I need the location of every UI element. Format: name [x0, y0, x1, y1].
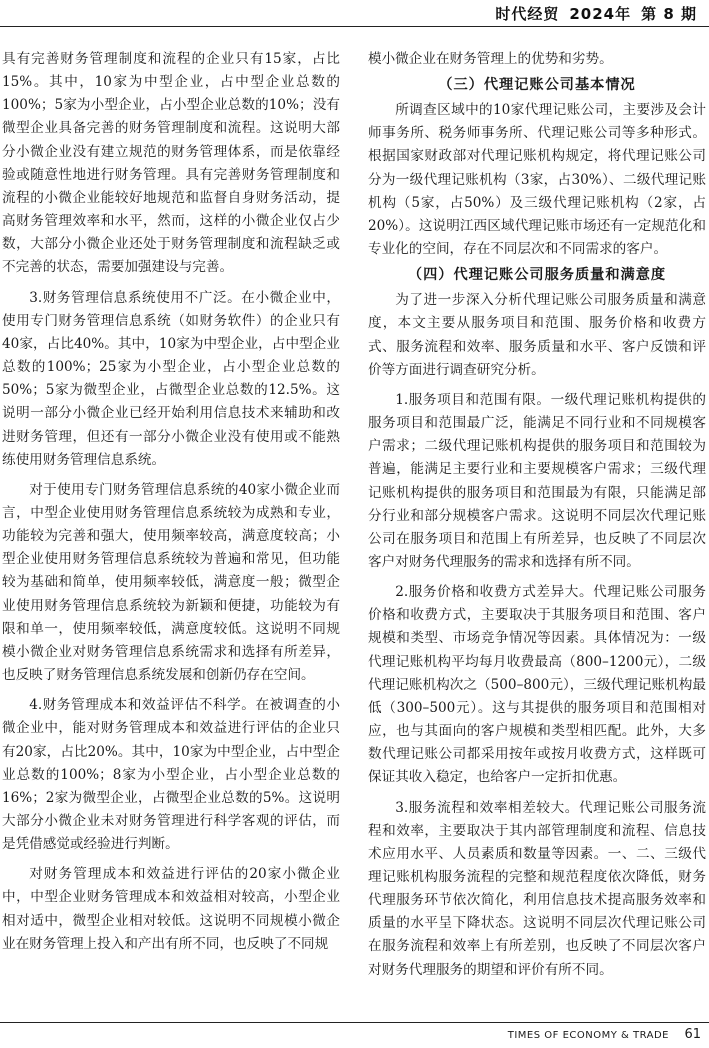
paragraph: 3.服务流程和效率相差较大。代理记账公司服务流程和效率，主要取决于其内部管理制度和流程、信息技术应用水平、人员素质和数量等因素。一、二、三级代理记账机构服务流程的完整和规范程度依次降低，财务代理服务环节依次简化，利用信息技术提高服务效率和质量的水平呈下降状态。这说明不同层次代理记账公司在服务流程和效率上有所差别，也反映了不同层次客户对财务代理服务的期望和评价有所不同。 — [368, 799, 706, 978]
paragraph: 4.财务管理成本和效益评估不科学。在被调查的小微企业中，能对财务管理成本和效益进行评估的企业只有20家，占比20%。其中，10家为中型企业，占中型企业总数的100%；8家为小型企业，占小型企业总数的16%；2家为微型企业，占微型企业总数的5%。这说明大部分小微企业未对财务管理进行科学客观的评估，而是凭借感觉或经验进行判断。 — [2, 697, 340, 853]
paragraph: 模小微企业在财务管理上的优势和劣势。 — [368, 51, 613, 67]
journal-header — [485, 3, 697, 24]
issue-year: 2024年 — [569, 5, 632, 23]
paragraph: 为了进一步深入分析代理记账公司服务质量和满意度，本文主要从服务项目和范围、服务价格和收费方式、服务流程和效率、服务质量和水平、客户反馈和评价等方面进行调查研究分析。 — [368, 292, 706, 378]
page-number: 61 — [684, 1027, 701, 1042]
left-column — [2, 48, 340, 956]
header-divider — [0, 26, 709, 27]
paragraph: 所调查区域中的10家代理记账公司，主要涉及会计师事务所、税务师事务所、代理记账公司等多种形式。根据国家财政部对代理记账机构规定，将代理记账公司分为一级代理记账机构（3家，占30%）、二级代理记账机构（5家，占50%）及三级代理记账机构（2家，占20%）。这说明江西区域代理记账市场还有一定规范化和专业化的空间，存在不同层次和不同需求的客户。 — [368, 102, 706, 258]
journal-title: 时代经贸 — [495, 5, 560, 23]
paragraph: 3.财务管理信息系统使用不广泛。在小微企业中，使用专门财务管理信息系统（如财务软件）的企业只有40家，占比40%。其中，10家为中型企业，占中型企业总数的100%；25家为小型企业，占小型企业总数的50%；5家为微型企业，占微型企业总数的12.5%。这说明一部分小微企业已经开始利用信息技术来辅助和改进财务管理，但还有一部分小微企业没有使用或不能熟练使用财务管理信息系统。 — [2, 289, 340, 468]
journal-english-name: TIMES OF ECONOMY & TRADE — [507, 1030, 669, 1041]
page-header — [0, 0, 709, 28]
page-footer — [0, 1022, 709, 1048]
section-heading: （四）代理记账公司服务质量和满意度 — [407, 267, 667, 284]
paragraph: 对财务管理成本和效益进行评估的20家小微企业中，中型企业财务管理成本和效益相对较高，小型企业相对适中，微型企业相对较低。这说明不同规模小微企业在财务管理上投入和产出有所不同，也反映了不同规 — [2, 866, 340, 952]
right-column — [368, 48, 706, 982]
paragraph: 对于使用专门财务管理信息系统的40家小微企业而言，中型企业使用财务管理信息系统较为成熟和专业，功能较为完善和强大，使用频率较高，满意度较高；小型企业使用财务管理信息系统较为普遍和常见，但功能较为基础和简单，使用频率较低，满意度一般；微型企业使用财务管理信息系统较为新颖和便捷，功能较为有限和单一，使用频率较低，满意度较低。这说明不同规模小微企业对财务管理信息系统需求和选择有所差异，也反映了财务管理信息系统发展和创新仍存在空间。 — [2, 481, 340, 684]
section-heading: （三）代理记账公司基本情况 — [438, 77, 636, 94]
issue-number: 第 8 期 — [641, 5, 697, 23]
footer-divider — [0, 1022, 709, 1023]
paragraph: 1.服务项目和范围有限。一级代理记账机构提供的服务项目和范围最广泛，能满足不同行业和不同规模客户需求；二级代理记账机构提供的服务项目和范围较为普遍，能满足主要行业和主要规模客户需求；三级代理记账机构提供的服务项目和范围最为有限，只能满足部分行业和部分规模客户需求。这说明不同层次代理记账公司在服务项目和范围上有所差异，也反映了不同层次客户对财务代理服务的需求和选择有所不同。 — [368, 391, 706, 570]
paragraph: 2.服务价格和收费方式差异大。代理记账公司服务价格和收费方式，主要取决于其服务项目和范围、客户规模和类型、市场竞争情况等因素。具体情况为：一级代理记账机构平均每月收费最高（800–1200元），二级代理记账机构次之（500–800元），三级代理记账机构最低（300–500元）。这与其提供的服务项目和范围相对应，也与其面向的客户规模和类型相匹配。此外，大多数代理记账公司都采用按年或按月收费方式，这样既可保证其收入稳定，也给客户一定折扣优惠。 — [368, 584, 706, 786]
paragraph: 具有完善财务管理制度和流程的企业只有15家，占比15%。其中，10家为中型企业，占中型企业总数的100%；5家为小型企业，占小型企业总数的10%；没有微型企业具备完善的财务管理制度和流程。这说明大部分小微企业没有建立规范的财务管理体系，而是依靠经验或随意性地进行财务管理。具有完善财务管理制度和流程的小微企业能较好地规范和监督自身财务活动，提高财务管理效率和水平，然而，这样的小微企业仅占少数，大部分小微企业还处于财务管理制度和流程缺乏或不完善的状态，需要加强建设与完善。 — [2, 51, 340, 276]
